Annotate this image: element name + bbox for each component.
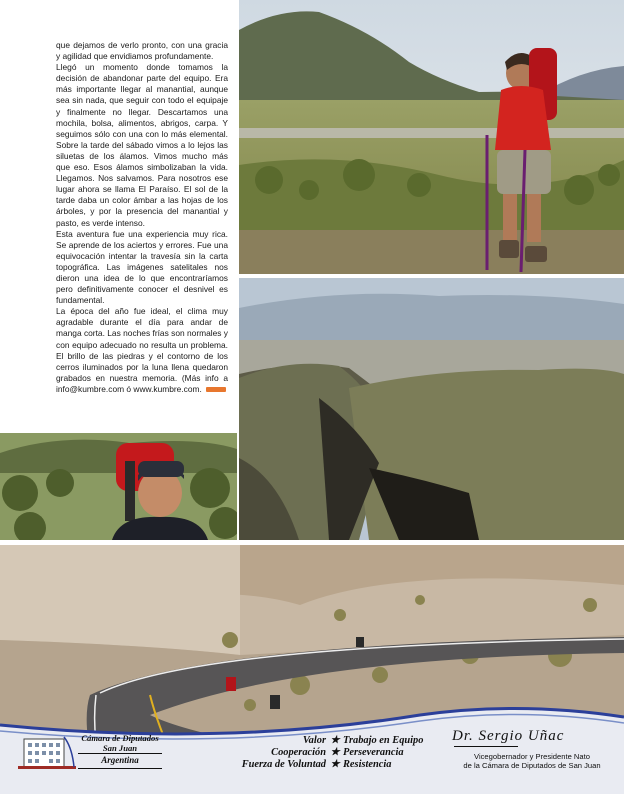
- article-paragraph: que dejamos de verlo pronto, con una gracia y agilidad que envidiamos profundamente.: [56, 40, 228, 62]
- value-item: Valor: [302, 735, 326, 746]
- article-paragraph: Llegó un momento donde tomamos la decisión de abandonar parte del equipo. Era más importante llegar al manantial, aunque sea sin nada, que seguir con todo el equipaje y finalmente no llegar. Descartamos una mochila, bolsa, alimentos, abrigos, carpa. Y seguimos sólo con una con lo más elemental. Sobre la tarde del sábado vimos a lo lejos las siluetas de los álamos. Vimos mucho más que eso. Esos álamos simbolizaban la vida. Llegamos. Nos salvamos. Para nosotros ese lugar ahora se llama El Paraíso. El sol de la tarde daba un color ámbar a las hojas de los árboles, y por la presencia del manantial y pasto, es verde intenso.: [56, 62, 228, 228]
- logo-line2: San Juan: [102, 743, 138, 753]
- star-icon: ★: [330, 735, 340, 746]
- end-mark-icon: [206, 387, 226, 392]
- title-line: Vicegobernador y Presidente Nato: [474, 752, 590, 761]
- logo-divider: [78, 768, 162, 769]
- value-item: Perseverancia: [343, 747, 404, 758]
- signature-underline: [454, 746, 518, 747]
- hiker-photo: [239, 0, 624, 274]
- article-text: [56, 40, 228, 395]
- values-left: [236, 735, 326, 771]
- building-icon: [16, 733, 78, 771]
- star-icon: ★: [330, 747, 340, 758]
- article-paragraph: Esta aventura fue una experiencia muy rica. Se aprende de los aciertos y errores. Fue una equivocación intentar la travesía sin la carta topográfica. Las imágenes satelitales nos dieron una idea de lo que encontraríamos pero definitivamente conocer el desnivel es fundamental.: [56, 228, 228, 306]
- logo-divider: [78, 753, 162, 754]
- value-item: Cooperación: [271, 747, 326, 758]
- vice-governor-title: [442, 752, 622, 771]
- camara-logo: [16, 733, 162, 773]
- value-item: Resistencia: [343, 759, 392, 770]
- portrait-photo: [0, 433, 237, 540]
- signature: Dr. Sergio Uñac: [452, 728, 565, 744]
- value-item: Trabajo en Equipo: [343, 735, 424, 746]
- article-paragraph: La época del año fue ideal, el clima muy agradable durante el día para andar de manga corta. Las noches frías son normales y con equipo adecuado no resulta un problema. El brillo de las piedras y el contorno de los cerros iluminados por la luna llena quedaron grabados en nuestra memoria. (Más info a info@kumbre.com ó www.kumbre.com.: [56, 306, 228, 394]
- valley-photo: [239, 278, 624, 540]
- logo-line3: Argentina: [101, 755, 139, 765]
- title-line: de la Cámara de Diputados de San Juan: [463, 761, 601, 771]
- star-icon: ★: [330, 759, 340, 770]
- values-stars: [328, 735, 342, 771]
- values-right: [343, 735, 423, 771]
- logo-line1: Cámara de Diputados: [81, 733, 159, 743]
- value-item: Fuerza de Voluntad: [241, 759, 326, 770]
